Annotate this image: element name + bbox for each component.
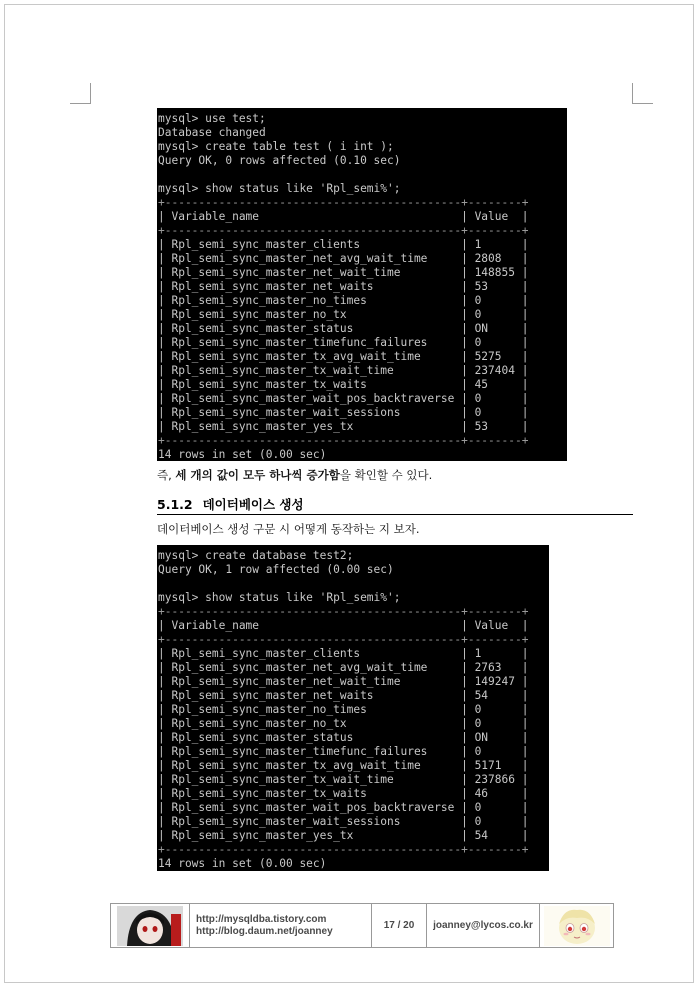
terminal-line: | Rpl_semi_sync_master_no_times | 0 | (158, 294, 529, 307)
terminal-line: | Variable_name | Value | (158, 210, 529, 223)
terminal-line: Database changed (158, 126, 266, 139)
paragraph-result-prefix: 즉, (157, 468, 176, 482)
terminal-line: Query OK, 0 rows affected (0.10 sec) (158, 154, 401, 167)
terminal-line: +--------------------------------------------+--------+ (158, 434, 529, 447)
terminal-line (158, 577, 549, 591)
footer-email[interactable]: joanney@lycos.co.kr (427, 904, 540, 947)
terminal-line: | Rpl_semi_sync_master_status | ON | (158, 731, 529, 744)
terminal-line: | Rpl_semi_sync_master_yes_tx | 53 | (158, 420, 529, 433)
terminal-line: mysql> create database test2; (158, 549, 354, 562)
terminal-line: mysql> show status like 'Rpl_semi%'; (158, 182, 401, 195)
paragraph-result-emphasis: 세 개의 값이 모두 하나씩 증가함 (175, 468, 340, 482)
terminal-line: | Rpl_semi_sync_master_tx_wait_time | 237404 | (158, 364, 529, 377)
terminal-line: | Rpl_semi_sync_master_net_avg_wait_time | 2763 | (158, 661, 529, 674)
dark-haired-character-icon (117, 906, 183, 946)
paragraph-result (157, 467, 432, 483)
terminal-line: | Rpl_semi_sync_master_wait_pos_backtraverse | 0 | (158, 801, 529, 814)
terminal-line: +--------------------------------------------+--------+ (158, 196, 529, 209)
section-number: 5.1.2 (157, 497, 193, 512)
terminal-line: | Rpl_semi_sync_master_tx_waits | 46 | (158, 787, 529, 800)
terminal-line: | Rpl_semi_sync_master_no_tx | 0 | (158, 308, 529, 321)
terminal-line: | Rpl_semi_sync_master_no_times | 0 | (158, 703, 529, 716)
crop-mark-top-left (70, 83, 91, 104)
terminal-line: | Rpl_semi_sync_master_yes_tx | 54 | (158, 829, 529, 842)
footer-page-number: 17 / 20 (372, 904, 427, 947)
terminal-line: | Rpl_semi_sync_master_clients | 1 | (158, 647, 529, 660)
terminal-output-1 (157, 108, 567, 461)
terminal-line: | Rpl_semi_sync_master_tx_waits | 45 | (158, 378, 529, 391)
footer-link-daum[interactable]: http://blog.daum.net/joanney (196, 925, 333, 937)
terminal-line: mysql> show status like 'Rpl_semi%'; (158, 591, 401, 604)
terminal-line: | Rpl_semi_sync_master_tx_wait_time | 237866 | (158, 773, 529, 786)
terminal-line: | Rpl_semi_sync_master_net_avg_wait_time | 2808 | (158, 252, 529, 265)
terminal-line: | Rpl_semi_sync_master_net_waits | 54 | (158, 689, 529, 702)
footer-link-tistory[interactable]: http://mysqldba.tistory.com (196, 913, 327, 925)
paragraph-result-suffix: 을 확인할 수 있다. (339, 468, 433, 482)
terminal-line: | Rpl_semi_sync_master_tx_avg_wait_time | 5275 | (158, 350, 529, 363)
terminal-line: | Rpl_semi_sync_master_net_waits | 53 | (158, 280, 529, 293)
crop-mark-top-right (632, 83, 653, 104)
terminal-line: | Rpl_semi_sync_master_tx_avg_wait_time | 5171 | (158, 759, 529, 772)
terminal-line: | Rpl_semi_sync_master_wait_pos_backtraverse | 0 | (158, 392, 529, 405)
terminal-line: +--------------------------------------------+--------+ (158, 605, 529, 618)
terminal-line: mysql> use test; (158, 112, 266, 125)
terminal-line: | Rpl_semi_sync_master_status | ON | (158, 322, 529, 335)
terminal-line: +--------------------------------------------+--------+ (158, 224, 529, 237)
cartoon-character-icon (544, 906, 610, 946)
terminal-line: mysql> create table test ( i int ); (158, 140, 394, 153)
section-heading (157, 495, 633, 515)
terminal-line: | Rpl_semi_sync_master_wait_sessions | 0 | (158, 815, 529, 828)
footer-left-avatar (111, 904, 190, 947)
footer-links (190, 904, 372, 947)
footer-right-avatar (540, 904, 613, 947)
terminal-line: +--------------------------------------------+--------+ (158, 633, 529, 646)
terminal-line: Query OK, 1 row affected (0.00 sec) (158, 563, 394, 576)
terminal-line: | Rpl_semi_sync_master_net_wait_time | 149247 | (158, 675, 529, 688)
terminal-line: | Rpl_semi_sync_master_timefunc_failures | 0 | (158, 336, 529, 349)
terminal-line: +--------------------------------------------+--------+ (158, 843, 529, 856)
section-title: 데이터베이스 생성 (202, 497, 304, 512)
paragraph-intro: 데이터베이스 생성 구문 시 어떻게 동작하는 지 보자. (157, 522, 420, 536)
terminal-line: | Rpl_semi_sync_master_net_wait_time | 148855 | (158, 266, 529, 279)
terminal-line: 14 rows in set (0.00 sec) (158, 857, 327, 870)
page-footer (110, 903, 614, 948)
terminal-output-2 (157, 545, 549, 871)
terminal-line: | Variable_name | Value | (158, 619, 529, 632)
terminal-line: | Rpl_semi_sync_master_timefunc_failures | 0 | (158, 745, 529, 758)
terminal-line (158, 168, 567, 182)
terminal-line: 14 rows in set (0.00 sec) (158, 448, 327, 461)
terminal-line: | Rpl_semi_sync_master_no_tx | 0 | (158, 717, 529, 730)
terminal-line: | Rpl_semi_sync_master_wait_sessions | 0 | (158, 406, 529, 419)
terminal-line: | Rpl_semi_sync_master_clients | 1 | (158, 238, 529, 251)
